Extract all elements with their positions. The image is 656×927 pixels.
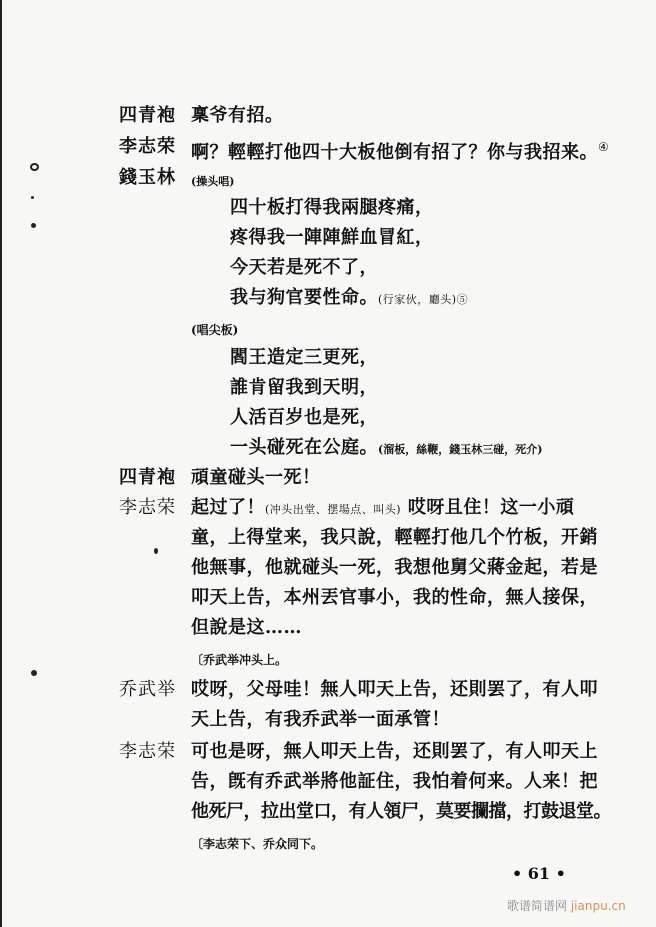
dialogue-text: 稟爷有招。 [191,105,284,126]
dialogue-text: 起过了！(冲头出堂、摆場点、叫头) 哎呀且住！这一小頑 [191,497,575,518]
dialogue-text: 天上告，有我乔武举一面承管！ [191,709,450,730]
speaker-name: 李志荣 [119,136,176,157]
dialogue-text: 頑童碰头一死！ [191,467,321,488]
dialogue-row [2,800,656,828]
speaker-name: 錢玉林 [119,167,176,188]
verse-line: 疼得我一陣陣鮮血冒紅， [230,227,434,248]
dialogue-text: 可也是呀，無人叩天上告，还則罢了，有人叩天上 [191,741,598,762]
dialogue-text: 告，旣有乔武举將他証住，我怕着何来。人来！把 [191,771,598,792]
speaker-name: 李志荣 [119,741,176,762]
verse-row [2,376,656,404]
verse-line: 閻王造定三更死， [230,347,378,368]
dialogue-text: 他無事，他就碰头一死，我想他舅父蔣金起，若是 [191,557,598,578]
watermark-site-name: 歌谱简谱网 [507,899,568,913]
stage-direction: (溜板，絲鞭，錢玉林三碰，死介) [378,443,543,456]
dialogue-row [2,616,656,644]
verse-row [2,226,656,254]
stage-direction: 〔李志荣下、乔众同下。 [191,837,324,851]
verse-line: 誰肯留我到天明， [230,377,378,398]
verse-row [2,286,656,314]
dialogue-text: 啊？輕輕打他四十大板他倒有招了？你与我招来。④ [191,140,610,163]
speaker-name: 李志荣 [119,497,176,518]
dialogue-row [2,708,656,736]
verse-row [2,436,656,464]
footnote-marker: ④ [598,140,610,154]
page-number: • 61 • [512,864,566,883]
dialogue-text: 但說是这…… [191,617,302,638]
verse-line: 今天若是死不了， [230,257,378,278]
dialogue-row [2,556,656,584]
dialogue-row [2,496,656,524]
direction-row [2,834,656,862]
dialogue-row [2,104,656,132]
verse-line: 四十板打得我兩腿疼痛， [230,197,434,218]
dialogue-row [2,466,656,494]
dialogue-row [2,770,656,798]
stage-direction: (冲头出堂、摆場点、叫头) [265,503,402,516]
verse-row [2,256,656,284]
dialogue-row [2,678,656,706]
stage-direction: (唱尖板) [191,323,239,337]
verse-line: 人活百岁也是死， [230,407,378,428]
verse-line: 一头碰死在公庭。(溜板，絲鞭，錢玉林三碰，死介) [230,437,543,458]
verse-row [2,346,656,374]
speaker-name: 乔武举 [119,679,176,700]
verse-row [2,406,656,434]
stage-direction: (行家伙，廳头) [378,293,457,306]
dialogue-text: 他死尸，拉出堂口，有人領尸，莫要攔擋，打鼓退堂。 [191,801,611,822]
dialogue-text: 童，上得堂来，我只說，輕輕打他几个竹板，开銷 [191,527,598,548]
dialogue-row [2,586,656,614]
dialogue-row [2,135,656,163]
watermark [507,897,626,914]
dialogue-row [2,740,656,768]
speaker-name: 四青袍 [119,105,176,126]
verse-line: 我与狗官要性命。(行家伙，廳头)⑤ [230,287,469,308]
dialogue-row [2,526,656,554]
dialogue-text: 哎呀，父母哇！無人叩天上告，还則罢了，有人叩 [191,679,598,700]
watermark-url: jianpu.cn [570,899,626,913]
dialogue-text: 叩天上告，本州丟官事小，我的性命，無人接保， [191,587,598,608]
direction-row [2,650,656,678]
footnote-marker: ⑤ [456,293,469,306]
stage-direction: (操头唱) [191,175,235,188]
dialogue-row [2,166,656,194]
verse-row [2,196,656,224]
stage-direction: 〔乔武举冲头上。 [191,653,288,667]
speaker-name: 四青袍 [119,467,176,488]
direction-row [2,320,656,348]
